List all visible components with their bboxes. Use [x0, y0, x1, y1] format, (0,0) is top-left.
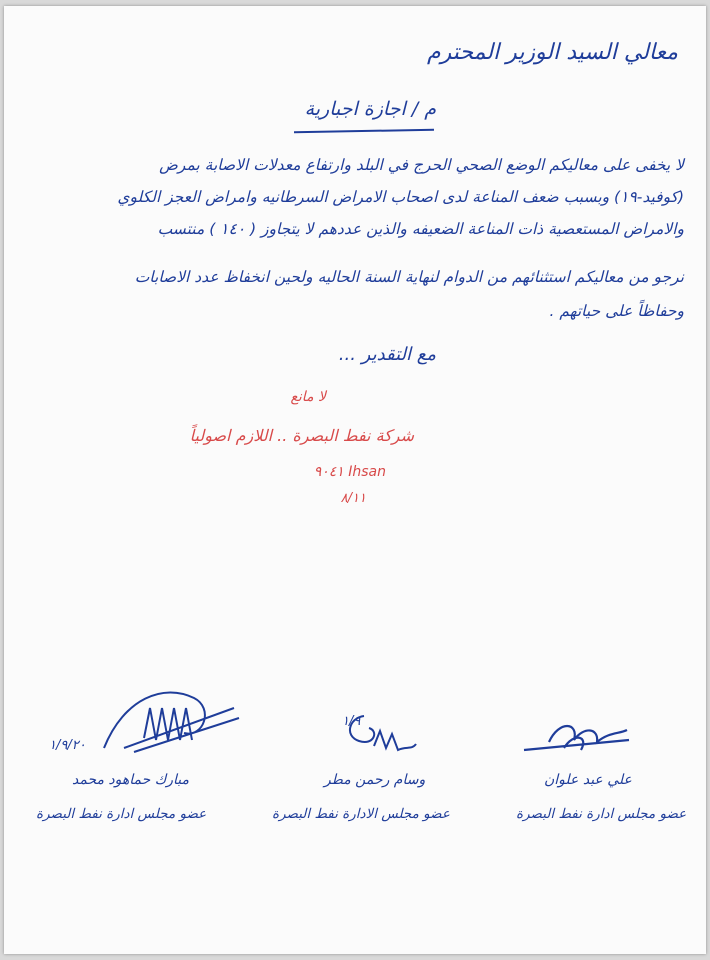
signatory-name-2: وسام رحمن مطر — [324, 772, 426, 788]
signature-date-2: ١/٩ — [342, 714, 361, 729]
body-line-1: لا يخفى على معاليكم الوضع الصحي الحرج في البلد وارتفاع معدلات الاصابة بمرض — [159, 156, 684, 174]
signatory-name-3: علي عبد علوان — [544, 772, 632, 788]
body-line-3: والامراض المستعصية ذات المناعة الضعيفه والذين عددهم لا يتجاوز ( ١٤٠ ) منتسب — [157, 220, 684, 238]
body-line-5: وحفاظاً على حياتهم . — [549, 302, 684, 320]
margin-note-instruction: شركة نفط البصرة .. اللازم اصولياً — [189, 426, 414, 445]
body-line-2: (كوفيد-١٩) وبسبب ضعف المناعة لدى اصحاب الامراض السرطانيه وامراض العجز الكلوي — [117, 188, 684, 206]
signatory-role-1: عضو مجلس ادارة نفط البصرة — [36, 806, 207, 822]
subject-underline — [294, 129, 434, 133]
signatory-role-3: عضو مجلس ادارة نفط البصرة — [516, 806, 687, 822]
margin-note-reference: Ihsan ٩٠٤١ — [313, 464, 386, 480]
subject-line: م / اجازة اجبارية — [304, 98, 436, 120]
signatory-role-2: عضو مجلس الادارة نفط البصرة — [272, 806, 450, 822]
greeting: معالي السيد الوزير المحترم — [427, 40, 678, 65]
margin-note-date: ٨/١١ — [340, 491, 366, 506]
closing: مع التقدير ... — [338, 344, 436, 365]
signature-scribble-icon — [519, 712, 639, 762]
signature-date-1: ١/٩/٢٠ — [49, 738, 86, 753]
signature-scribble-icon — [84, 678, 244, 760]
signatory-name-1: مبارك حماهود محمد — [72, 772, 190, 788]
body-line-4: نرجو من معاليكم استثنائهم من الدوام لنهاية السنة الحاليه ولحين انخفاظ عدد الاصابات — [134, 268, 684, 286]
margin-note-approval: لا مانع — [290, 389, 326, 405]
letter-page — [4, 6, 706, 954]
